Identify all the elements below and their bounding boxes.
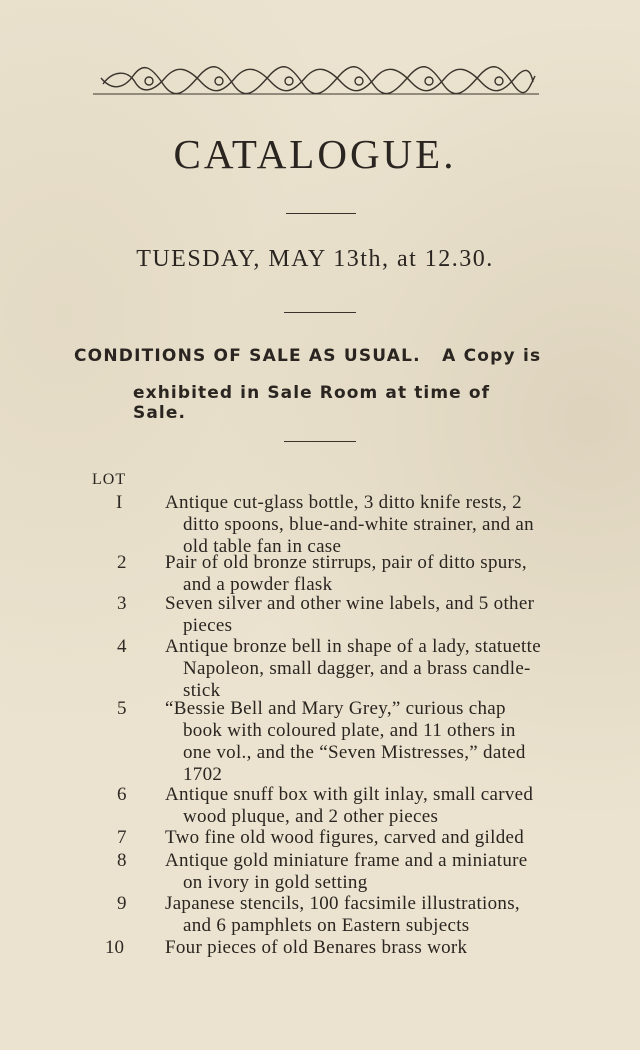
lot-number: 4 — [117, 636, 127, 657]
lot-description: Antique bronze bell in shape of a lady, statuette Napoleon, small dagger, and a brass candle- stick — [165, 636, 541, 701]
lot-description: Seven silver and other wine labels, and 5 other pieces — [165, 593, 535, 636]
conditions-of-sale-line-continued: exhibited in Sale Room at time of Sale. — [133, 383, 491, 423]
lot-description: Two fine old wood figures, carved and gilded — [165, 827, 525, 848]
lot-number: 9 — [117, 893, 127, 914]
divider-rule — [284, 441, 356, 442]
lot-number: 5 — [117, 698, 127, 719]
lot-number: I — [116, 492, 123, 513]
lot-number: 7 — [117, 827, 127, 848]
divider-rule — [284, 312, 356, 313]
lot-description: Four pieces of old Benares brass work — [165, 937, 468, 958]
catalogue-title: CATALOGUE. — [173, 131, 457, 177]
decorative-header-ornament — [93, 66, 539, 96]
lot-description: “Bessie Bell and Mary Grey,” curious chap book with coloured plate, and 11 others in one vol., and the “Seven Mistresses,” dated 1702 — [165, 698, 526, 785]
lot-description: Japanese stencils, 100 facsimile illustrations, and 6 pamphlets on Eastern subjects — [165, 893, 520, 936]
lot-description: Antique gold miniature frame and a miniature on ivory in gold setting — [165, 850, 528, 893]
lot-description: Antique snuff box with gilt inlay, small carved wood pluque, and 2 other pieces — [165, 784, 534, 827]
lot-description: Pair of old bronze stirrups, pair of ditto spurs, and a powder flask — [165, 552, 527, 595]
lot-number: 10 — [105, 937, 124, 958]
divider-rule — [286, 213, 356, 214]
lot-description: Antique cut-glass bottle, 3 ditto knife rests, 2 ditto spoons, blue-and-white strainer, and an old table fan in case — [165, 492, 534, 557]
conditions-of-sale-line: CONDITIONS OF SALE AS USUAL. A Copy is — [74, 346, 542, 366]
sale-date-line: TUESDAY, MAY 13th, at 12.30. — [136, 246, 494, 272]
lot-column-heading: LOT — [92, 471, 127, 488]
lot-number: 6 — [117, 784, 127, 805]
lot-number: 2 — [117, 552, 127, 573]
lot-number: 3 — [117, 593, 127, 614]
lot-number: 8 — [117, 850, 127, 871]
